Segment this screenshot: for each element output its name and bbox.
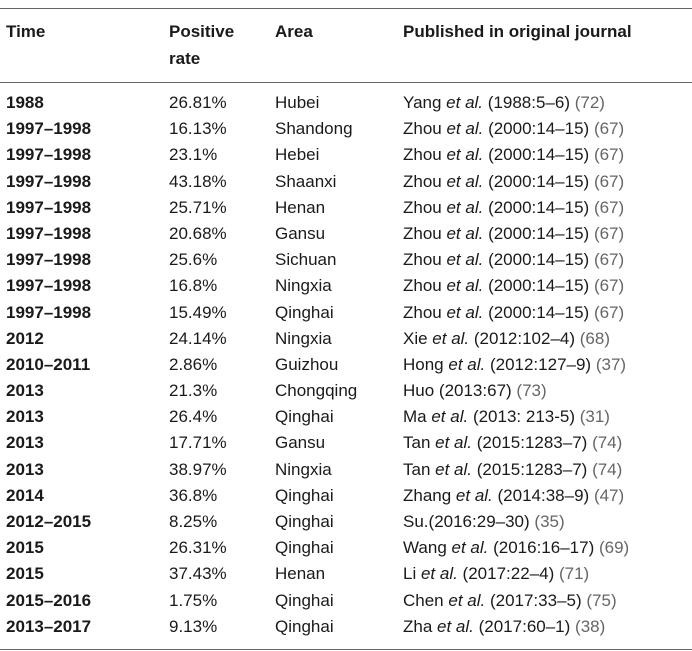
cell-positive-rate: 21.3%	[169, 381, 218, 401]
table-row	[0, 326, 692, 352]
cell-positive-rate: 2.86%	[169, 354, 218, 374]
author-name: Zhang	[403, 485, 452, 505]
author-name: Hong	[403, 354, 444, 374]
reference-number: (67)	[593, 145, 625, 165]
et-al: et al.	[430, 459, 473, 479]
cell-area: Ningxia	[275, 328, 332, 348]
author-name: Huo	[403, 381, 435, 401]
reference-number: (73)	[516, 381, 547, 401]
table-row	[0, 247, 692, 273]
citation-detail: (2000:14–15)	[483, 223, 594, 243]
table-row	[0, 483, 692, 509]
cell-positive-rate: 16.8%	[169, 276, 218, 296]
cell-time: 2013–2017	[6, 616, 92, 636]
table-row	[0, 273, 692, 299]
table-row	[0, 404, 692, 430]
cell-published	[403, 430, 622, 456]
cell-positive-rate: 37.43%	[169, 564, 227, 584]
cell-area: Shandong	[275, 119, 353, 139]
table-body	[0, 90, 692, 640]
cell-area: Sichuan	[275, 250, 337, 270]
citation-detail: (2017:33–5)	[485, 590, 587, 610]
table-row	[0, 221, 692, 247]
author-name: Xie	[403, 328, 428, 348]
citation-detail: (2000:14–15)	[483, 276, 594, 296]
cell-published	[403, 614, 605, 640]
cell-time: 1997–1998	[6, 145, 92, 165]
reference-number: (68)	[579, 328, 610, 348]
author-name: Zha	[403, 616, 433, 636]
reference-number: (35)	[534, 512, 565, 531]
reference-number: (67)	[593, 119, 625, 139]
citation-detail: (2013:67)	[434, 381, 517, 401]
author-name: Tan	[403, 433, 431, 453]
cell-positive-rate: 26.81%	[169, 93, 227, 112]
et-al: et al.	[441, 93, 484, 112]
et-al: et al.	[441, 302, 484, 322]
cell-time: 1997–1998	[6, 119, 92, 139]
table-row	[0, 430, 692, 456]
cell-published	[403, 561, 589, 587]
cell-time: 1997–1998	[6, 223, 92, 243]
author-name: Yang	[403, 93, 442, 112]
table-row	[0, 561, 692, 587]
reference-number: (47)	[593, 485, 625, 505]
cell-area: Guizhou	[275, 354, 339, 374]
header-area: Area	[275, 22, 313, 41]
top-rule	[0, 8, 692, 9]
author-name: Wang	[403, 538, 447, 558]
cell-positive-rate: 17.71%	[169, 433, 227, 453]
cell-area: Henan	[275, 197, 326, 217]
cell-positive-rate: 26.31%	[169, 538, 227, 558]
cell-published	[403, 326, 610, 352]
reference-number: (67)	[593, 250, 625, 270]
citation-detail: (2000:14–15)	[483, 197, 594, 217]
cell-time: 2014	[6, 485, 44, 505]
cell-positive-rate: 25.6%	[169, 250, 218, 270]
cell-positive-rate: 25.71%	[169, 197, 227, 217]
cell-area: Qinghai	[275, 512, 334, 531]
et-al: et al.	[427, 328, 470, 348]
author-name: Zhou	[403, 250, 442, 270]
author-name: Zhou	[403, 171, 442, 191]
table-row	[0, 90, 692, 116]
cell-time: 2013	[6, 407, 44, 427]
citation-detail: (2012:102–4)	[469, 328, 580, 348]
citation-detail: (2000:14–15)	[483, 171, 594, 191]
citation-detail: (2017:60–1)	[473, 616, 576, 636]
cell-positive-rate: 36.8%	[169, 485, 218, 505]
et-al: et al.	[441, 119, 484, 139]
cell-published	[403, 169, 624, 195]
table-row	[0, 378, 692, 404]
citation-detail: (2012:127–9)	[485, 354, 596, 374]
cell-positive-rate: 16.13%	[169, 119, 227, 139]
reference-number: (67)	[593, 302, 625, 322]
cell-time: 2015	[6, 564, 44, 584]
citation-detail: (2015:1283–7)	[472, 433, 593, 453]
reference-number: (67)	[593, 276, 625, 296]
table-row	[0, 535, 692, 561]
cell-area: Qinghai	[275, 302, 334, 322]
table-row	[0, 116, 692, 142]
cell-published	[403, 247, 624, 273]
table-row	[0, 169, 692, 195]
cell-positive-rate: 26.4%	[169, 407, 218, 427]
header-rate-line2: rate	[169, 49, 201, 68]
table-row	[0, 509, 692, 535]
cell-published	[403, 378, 547, 404]
cell-area: Gansu	[275, 433, 326, 453]
cell-published	[403, 404, 610, 430]
cell-positive-rate: 23.1%	[169, 145, 218, 165]
header-time: Time	[6, 22, 46, 41]
cell-published	[403, 142, 624, 168]
cell-time: 2013	[6, 381, 44, 401]
cell-published	[403, 273, 624, 299]
citation-detail: (2000:14–15)	[483, 145, 594, 165]
author-name: Zhou	[403, 145, 442, 165]
cell-time: 1997–1998	[6, 276, 92, 296]
cell-area: Hebei	[275, 145, 320, 165]
citation-detail: (2013: 213-5)	[468, 407, 580, 427]
citation-detail: (2000:14–15)	[483, 250, 594, 270]
cell-time: 2010–2011	[6, 354, 91, 374]
author-name: Zhou	[403, 197, 442, 217]
cell-time: 2012–2015	[6, 512, 92, 531]
cell-area: Hubei	[275, 93, 320, 112]
cell-positive-rate: 9.13%	[169, 616, 218, 636]
cell-area: Qinghai	[275, 538, 334, 558]
table-row	[0, 142, 692, 168]
cell-time: 1997–1998	[6, 302, 92, 322]
et-al: et al.	[441, 145, 484, 165]
et-al: et al.	[446, 538, 489, 558]
et-al: et al.	[451, 485, 493, 505]
header-rate-line1: Positive	[169, 22, 235, 41]
cell-positive-rate: 24.14%	[169, 328, 227, 348]
cell-positive-rate: 15.49%	[169, 302, 227, 322]
cell-area: Qinghai	[275, 407, 334, 427]
bottom-rule	[0, 649, 692, 650]
author-name: Zhou	[403, 223, 442, 243]
author-name: Chen	[403, 590, 444, 610]
reference-number: (72)	[574, 93, 605, 112]
cell-area: Henan	[275, 564, 326, 584]
et-al: et al.	[441, 223, 484, 243]
et-al: et al.	[426, 407, 469, 427]
table-row	[0, 614, 692, 640]
cell-published	[403, 535, 629, 561]
et-al: et al.	[443, 590, 486, 610]
cell-published	[403, 588, 617, 614]
citation-detail: (2016:16–17)	[488, 538, 599, 558]
cell-time: 1997–1998	[6, 250, 92, 270]
cell-time: 2012	[6, 328, 44, 348]
cell-published	[403, 221, 624, 247]
cell-time: 2013	[6, 459, 44, 479]
cell-positive-rate: 38.97%	[169, 459, 227, 479]
cell-time: 2015	[6, 538, 44, 558]
reference-number: (74)	[592, 459, 623, 479]
cell-area: Qinghai	[275, 616, 334, 636]
cell-time: 1997–1998	[6, 197, 92, 217]
cell-published	[403, 195, 624, 221]
cell-positive-rate: 43.18%	[169, 171, 227, 191]
cell-time: 2015–2016	[6, 590, 92, 610]
reference-number: (74)	[592, 433, 623, 453]
cell-area: Ningxia	[275, 276, 332, 296]
citation-detail: (2000:14–15)	[483, 119, 594, 139]
cell-time: 1997–1998	[6, 171, 92, 191]
et-al: et al.	[441, 276, 484, 296]
cell-area: Chongqing	[275, 381, 358, 401]
table-row	[0, 352, 692, 378]
cell-positive-rate: 1.75%	[169, 590, 218, 610]
cell-positive-rate: 20.68%	[169, 223, 227, 243]
citation-detail: (2016:29–30)	[428, 512, 535, 531]
et-al: et al.	[443, 354, 486, 374]
et-al: et al.	[430, 433, 473, 453]
reference-number: (75)	[586, 590, 617, 610]
reference-number: (67)	[593, 223, 625, 243]
citation-detail: (2014:38–9)	[492, 485, 594, 505]
et-al: et al.	[432, 616, 474, 636]
cell-area: Qinghai	[275, 590, 334, 610]
cell-positive-rate: 8.25%	[169, 512, 218, 531]
author-name: Li	[403, 564, 417, 584]
author-name: Su.	[403, 512, 429, 531]
reference-number: (38)	[575, 616, 606, 636]
header-positive-rate	[169, 18, 234, 72]
citation-detail: (2015:1283–7)	[472, 459, 593, 479]
table-row	[0, 300, 692, 326]
reference-number: (37)	[595, 354, 627, 374]
et-al: et al.	[416, 564, 458, 584]
cell-published	[403, 483, 624, 509]
author-name: Zhou	[403, 276, 442, 296]
cell-published	[403, 90, 605, 116]
cell-published	[403, 509, 565, 535]
cell-time: 2013	[6, 433, 44, 453]
citation-detail: (1988:5–6)	[483, 93, 575, 112]
et-al: et al.	[441, 197, 484, 217]
citation-detail: (2017:22–4)	[457, 564, 559, 584]
author-name: Ma	[403, 407, 427, 427]
cell-time: 1988	[6, 93, 44, 112]
cell-area: Gansu	[275, 223, 326, 243]
table-row	[0, 457, 692, 483]
cell-area: Qinghai	[275, 485, 334, 505]
table-row	[0, 588, 692, 614]
author-name: Zhou	[403, 119, 442, 139]
citation-detail: (2000:14–15)	[483, 302, 594, 322]
header-rule	[0, 82, 692, 83]
cell-published	[403, 116, 624, 142]
author-name: Zhou	[403, 302, 442, 322]
reference-number: (67)	[593, 171, 625, 191]
header-published: Published in original journal	[403, 22, 632, 41]
et-al: et al.	[441, 250, 484, 270]
table-row	[0, 195, 692, 221]
cell-published	[403, 352, 626, 378]
et-al: et al.	[441, 171, 484, 191]
cell-published	[403, 300, 624, 326]
reference-number: (31)	[579, 407, 610, 427]
cell-area: Ningxia	[275, 459, 332, 479]
author-name: Tan	[403, 459, 431, 479]
cell-area: Shaanxi	[275, 171, 337, 191]
cell-published	[403, 457, 622, 483]
reference-number: (71)	[558, 564, 590, 584]
reference-number: (67)	[593, 197, 625, 217]
reference-number: (69)	[598, 538, 630, 558]
